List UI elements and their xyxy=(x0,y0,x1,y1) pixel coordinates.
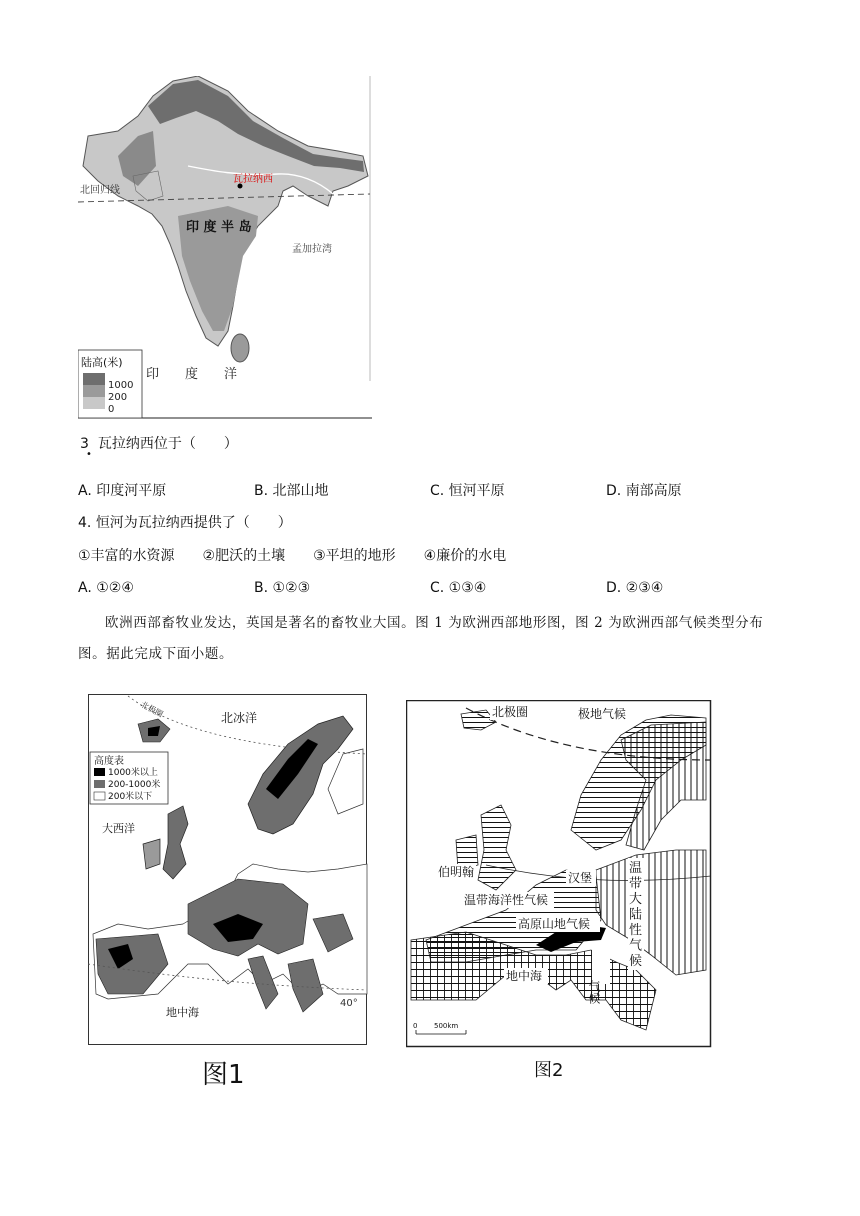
legend-title: 高度表 xyxy=(94,756,124,767)
tropic-label: 北回归线 xyxy=(80,185,120,196)
figure-2-caption: 图2 xyxy=(534,1060,564,1081)
legend-title: 陆高(米) xyxy=(81,356,123,369)
option-c[interactable]: C. ①③④ xyxy=(430,580,487,596)
question-3: 3 瓦拉纳西位于（ ） • xyxy=(80,436,238,460)
legend-value: 200 xyxy=(108,392,128,403)
scale-zero: 0 xyxy=(413,1022,418,1030)
india-map xyxy=(78,76,373,421)
figure-1-caption: 图1 xyxy=(202,1060,245,1090)
intro-paragraph: 欧洲西部畜牧业发达，英国是著名的畜牧业大国。图 1 为欧洲西部地形图，图 2 为欧洲西部气候类型分布图。据此完成下面小题。 xyxy=(78,615,764,662)
question-number: 3 xyxy=(80,436,89,452)
ocean-label: 印 度 洋 xyxy=(146,367,238,382)
peninsula-label: 印 度 半 岛 xyxy=(186,220,252,235)
bay-label: 孟加拉湾 xyxy=(292,244,332,255)
question-stem: 恒河为瓦拉纳西提供了（ ） xyxy=(95,515,292,531)
scale-km: 500km xyxy=(434,1022,459,1030)
city-label: 瓦拉纳西 xyxy=(233,174,273,185)
polar-climate-label: 极地气候 xyxy=(578,707,627,721)
option-b[interactable]: B. 北部山地 xyxy=(254,483,329,499)
arctic-circle-label: 北极圈 xyxy=(492,705,529,719)
latitude-label: 40° xyxy=(340,998,358,1009)
maritime-climate-label: 温带海洋性气候 xyxy=(464,893,549,907)
highland-climate-label: 高原山地气候 xyxy=(518,917,591,931)
legend-item: 200-1000米 xyxy=(108,780,161,790)
europe-terrain-map xyxy=(88,694,368,1046)
question-stem: 瓦拉纳西位于（ ） xyxy=(97,436,238,452)
mediterranean-sea-label: 地中海 xyxy=(506,969,543,983)
legend-item: 1000米以上 xyxy=(108,768,158,778)
option-b[interactable]: B. ①②③ xyxy=(254,580,311,596)
question-number: 4. xyxy=(78,515,92,531)
option-a[interactable]: A. 印度河平原 xyxy=(78,483,167,499)
atlantic-label: 大西洋 xyxy=(102,822,135,835)
legend-value: 0 xyxy=(108,404,115,415)
hamburg-label: 汉堡 xyxy=(568,871,593,885)
arctic-ocean-label: 北冰洋 xyxy=(221,711,258,725)
option-d[interactable]: D. 南部高原 xyxy=(606,483,682,499)
option-c[interactable]: C. 恒河平原 xyxy=(430,483,505,499)
europe-climate-map xyxy=(406,700,712,1048)
birmingham-label: 伯明翰 xyxy=(438,865,475,879)
continental-climate-label: 温带大陆性气候 xyxy=(629,861,643,969)
option-d[interactable]: D. ②③④ xyxy=(606,580,664,596)
mediterranean-climate-label: 气候 xyxy=(587,980,601,1004)
mediterranean-label: 地中海 xyxy=(166,1006,199,1019)
question-4 xyxy=(78,513,292,533)
arctic-circle-label: 北极圈 xyxy=(139,699,165,720)
option-a[interactable]: A. ①②④ xyxy=(78,580,134,596)
legend-item: 200米以下 xyxy=(108,792,153,802)
legend-value: 1000 xyxy=(108,380,134,391)
question-4-statements: ①丰富的水资源 ②肥沃的土壤 ③平坦的地形 ④廉价的水电 xyxy=(78,548,507,564)
